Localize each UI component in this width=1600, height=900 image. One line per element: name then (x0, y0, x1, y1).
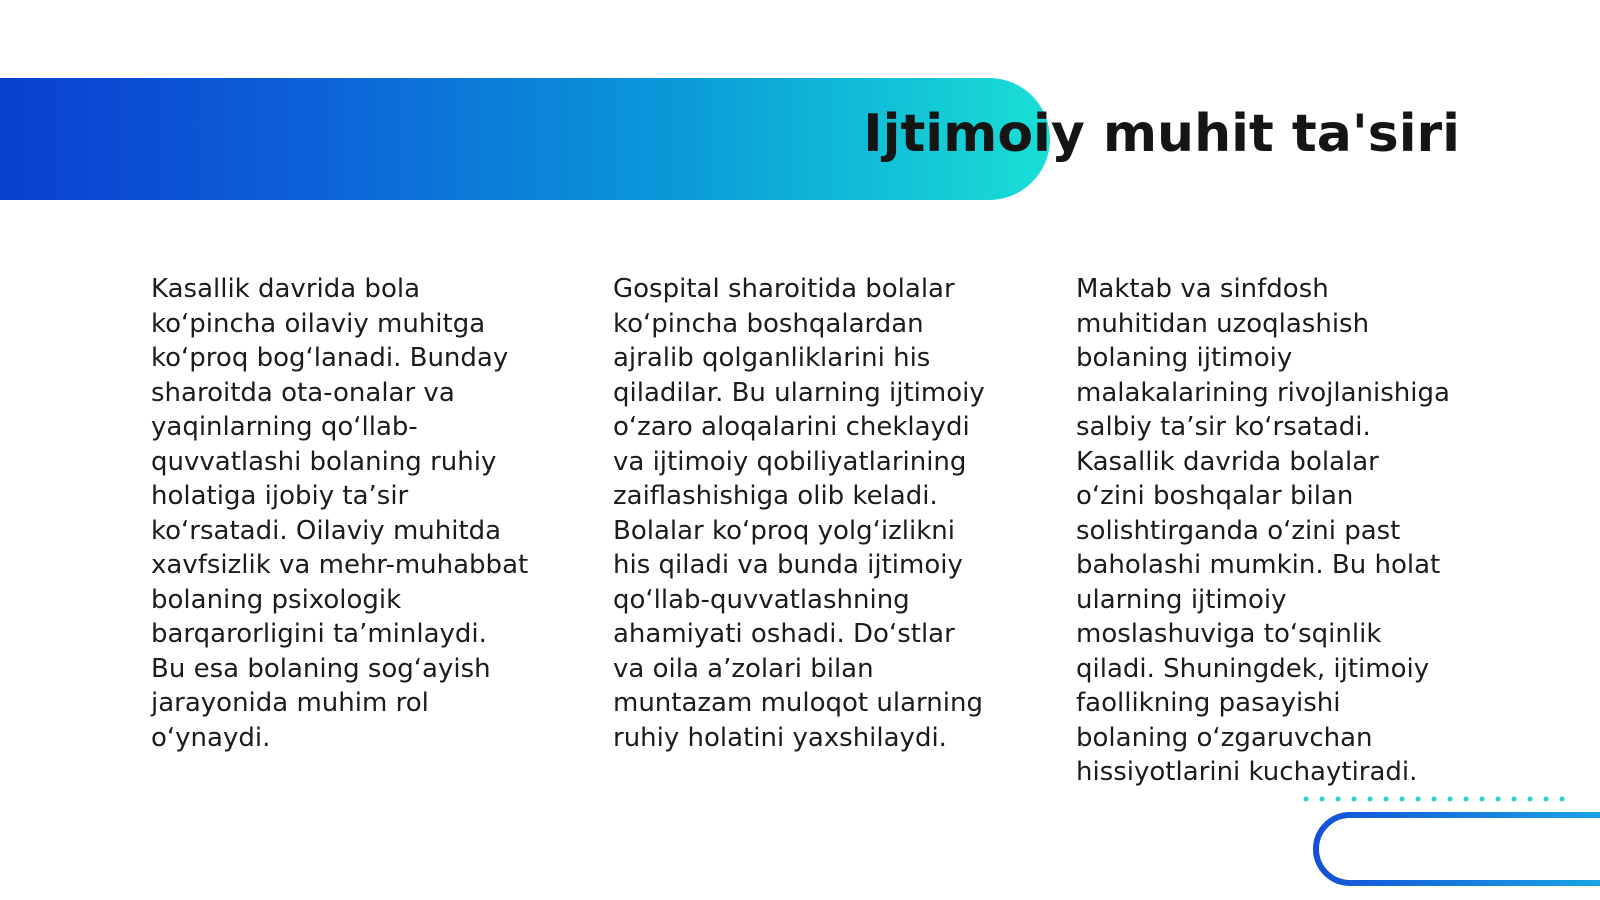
dotted-line (1304, 797, 1565, 802)
text-column-2: Gospital sharoitida bolalar ko‘pincha boshqalardan ajralib qolganliklarini his qiladilar. Bu ularning ijtimoiy o‘zaro aloqalarini cheklaydi va ijtimoiy qobiliyatlarining zaiflashishiga olib keladi. Bolalar ko‘proq yolg‘izlikni his qiladi va bunda ijtimoiy qo‘llab-quvvatlashning ahamiyati oshadi. Do‘stlar va oila a’zolari bilan muntazam muloqot ularning ruhiy holatini yaxshilaydi. (613, 274, 985, 753)
text-column-3: Maktab va sinfdosh muhitidan uzoqlashish bolaning ijtimoiy malakalarining rivojlanishiga salbiy ta’sir ko‘rsatadi. Kasallik davrida bolalar o‘zini boshqalar bilan solishtirganda o‘zini past baholashi mumkin. Bu holat ularning ijtimoiy moslashuviga to‘sqinlik qiladi. Shuningdek, ijtimoiy faollikning pasayishi bolaning o‘zgaruvchan hissiyotlarini kuchaytiradi. (1076, 274, 1450, 787)
ring-shape (1316, 815, 1600, 883)
slide-title: Ijtimoiy muhit ta'siri (863, 104, 1460, 164)
text-column-1: Kasallik davrida bola ko‘pincha oilaviy muhitga ko‘proq bog‘lanadi. Bunday sharoitda ota-onalar va yaqinlarning qo‘llab-quvvatlashi bolaning ruhiy holatiga ijobiy ta’sir ko‘rsatadi. Oilaviy muhitda xavfsizlik va mehr-muhabbat bolaning psixologik barqarorligini ta’minlaydi. Bu esa bolaning sog‘ayish jarayonida muhim rol o‘ynaydi. (151, 274, 529, 753)
